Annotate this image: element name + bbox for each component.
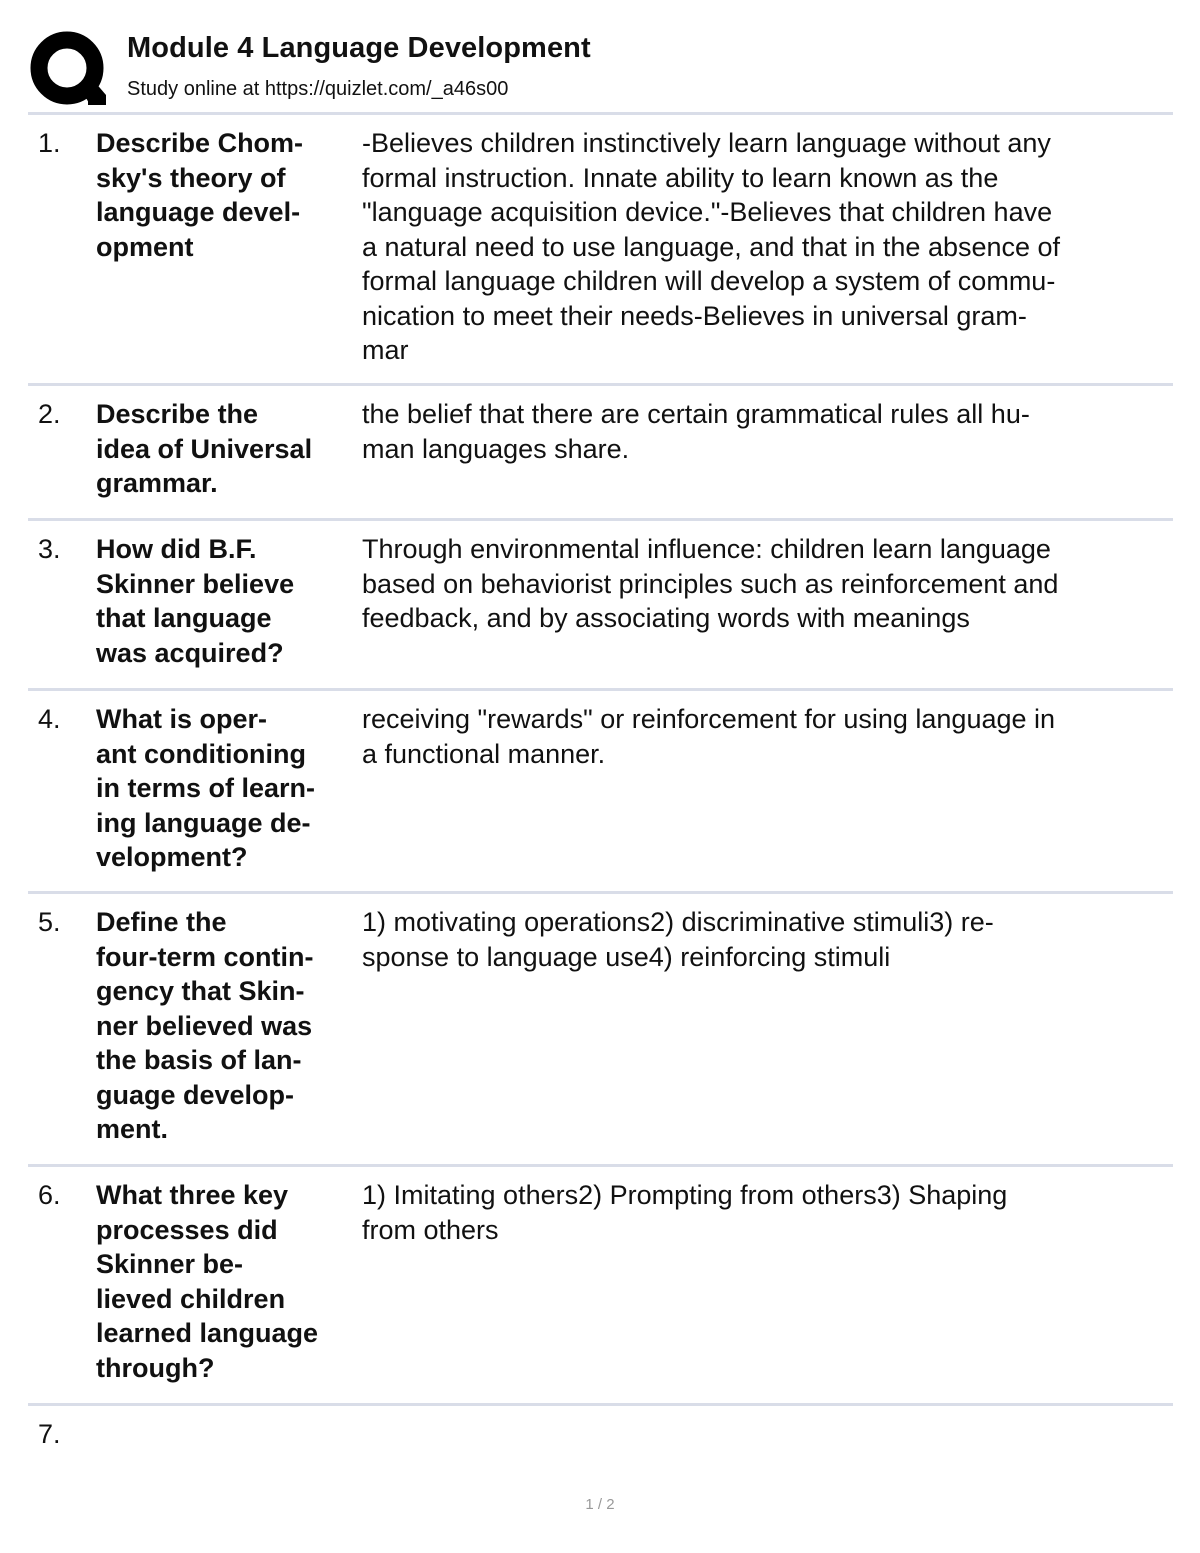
term-line: learned language — [96, 1318, 319, 1348]
study-online-link[interactable]: Study online at https://quizlet.com/_a46s00 — [127, 78, 509, 100]
definition-line: a natural need to use language, and that in the absence of — [362, 231, 1061, 262]
card-term — [96, 905, 358, 1147]
document-title: Module 4 Language Development — [127, 32, 591, 64]
definition-line: -Believes children instinctively learn language without any — [362, 128, 1051, 158]
card-definition — [362, 532, 1162, 636]
term-line: ment. — [96, 1114, 169, 1144]
definition-line: receiving "rewards" or reinforcement for using language in — [362, 704, 1056, 734]
term-line: Define the — [96, 907, 227, 937]
term-line: four-term contin- — [96, 941, 314, 972]
term-line: idea of Universal — [96, 433, 313, 464]
card-divider — [28, 1164, 1173, 1167]
definition-line: formal language children will develop a system of commu- — [362, 266, 1056, 296]
card-definition — [362, 905, 1162, 974]
term-line: guage develop- — [96, 1079, 295, 1110]
card-definition — [362, 397, 1162, 466]
term-line: in terms of learn- — [96, 773, 316, 803]
definition-line: nication to meet their needs-Believes in universal gram- — [362, 300, 1027, 331]
term-line: gency that Skin- — [96, 976, 305, 1006]
definition-line: formal instruction. Innate ability to learn known as the — [362, 162, 999, 193]
term-line: Describe Chom- — [96, 128, 304, 158]
header-divider — [28, 112, 1173, 115]
term-line: Skinner be- — [96, 1249, 244, 1279]
card-number: 4. — [38, 704, 61, 734]
card-definition — [362, 126, 1162, 368]
term-line: the basis of lan- — [96, 1045, 302, 1075]
card-term — [96, 532, 358, 670]
term-line: velopment? — [96, 842, 248, 872]
term-line: How did B.F. — [96, 534, 257, 564]
card-term — [96, 1178, 358, 1385]
card-divider — [28, 1403, 1173, 1406]
definition-line: man languages share. — [362, 433, 630, 464]
card-divider — [28, 518, 1173, 521]
term-line: was acquired? — [96, 637, 284, 668]
card-number: 6. — [38, 1180, 61, 1210]
definition-line: feedback, and by associating words with meanings — [362, 603, 970, 633]
definition-line: sponse to language use4) reinforcing stimuli — [362, 941, 891, 972]
definition-line: 1) motivating operations2) discriminative stimuli3) re- — [362, 907, 994, 937]
term-line: Skinner believe — [96, 568, 295, 599]
card-number: 1. — [38, 128, 61, 158]
definition-line: based on behaviorist principles such as reinforcement and — [362, 568, 1059, 599]
card-number: 3. — [38, 534, 61, 564]
term-line: Describe the — [96, 399, 259, 429]
term-line: that language — [96, 603, 272, 633]
card-term — [96, 126, 358, 264]
definition-line: 1) Imitating others2) Prompting from others3) Shaping — [362, 1180, 1008, 1210]
card-number: 2. — [38, 399, 61, 429]
card-term — [96, 702, 358, 875]
term-line: opment — [96, 231, 194, 262]
definition-line: "language acquisition device."-Believes that children have — [362, 197, 1053, 227]
page-indicator: 1 / 2 — [585, 1496, 615, 1513]
definition-line: the belief that there are certain grammatical rules all hu- — [362, 399, 1030, 429]
term-line: ant conditioning — [96, 738, 306, 769]
term-line: processes did — [96, 1214, 278, 1245]
definition-line: a functional manner. — [362, 738, 606, 769]
card-divider — [28, 688, 1173, 691]
term-line: through? — [96, 1352, 215, 1383]
card-definition — [362, 702, 1162, 771]
definition-line: from others — [362, 1214, 499, 1245]
card-number: 7. — [38, 1419, 61, 1449]
card-definition — [362, 1178, 1162, 1247]
term-line: lieved children — [96, 1283, 286, 1314]
quizlet-logo-icon — [30, 31, 106, 105]
term-line: grammar. — [96, 468, 218, 498]
term-line: What is oper- — [96, 704, 268, 734]
term-line: ing language de- — [96, 807, 311, 838]
definition-line: Through environmental influence: children learn language — [362, 534, 1051, 564]
term-line: ner believed was — [96, 1010, 313, 1041]
term-line: sky's theory of — [96, 162, 286, 193]
term-line: language devel- — [96, 197, 301, 227]
card-number: 5. — [38, 907, 61, 937]
term-line: What three key — [96, 1180, 289, 1210]
card-divider — [28, 383, 1173, 386]
definition-line: mar — [362, 335, 409, 365]
card-divider — [28, 891, 1173, 894]
card-term — [96, 397, 358, 501]
